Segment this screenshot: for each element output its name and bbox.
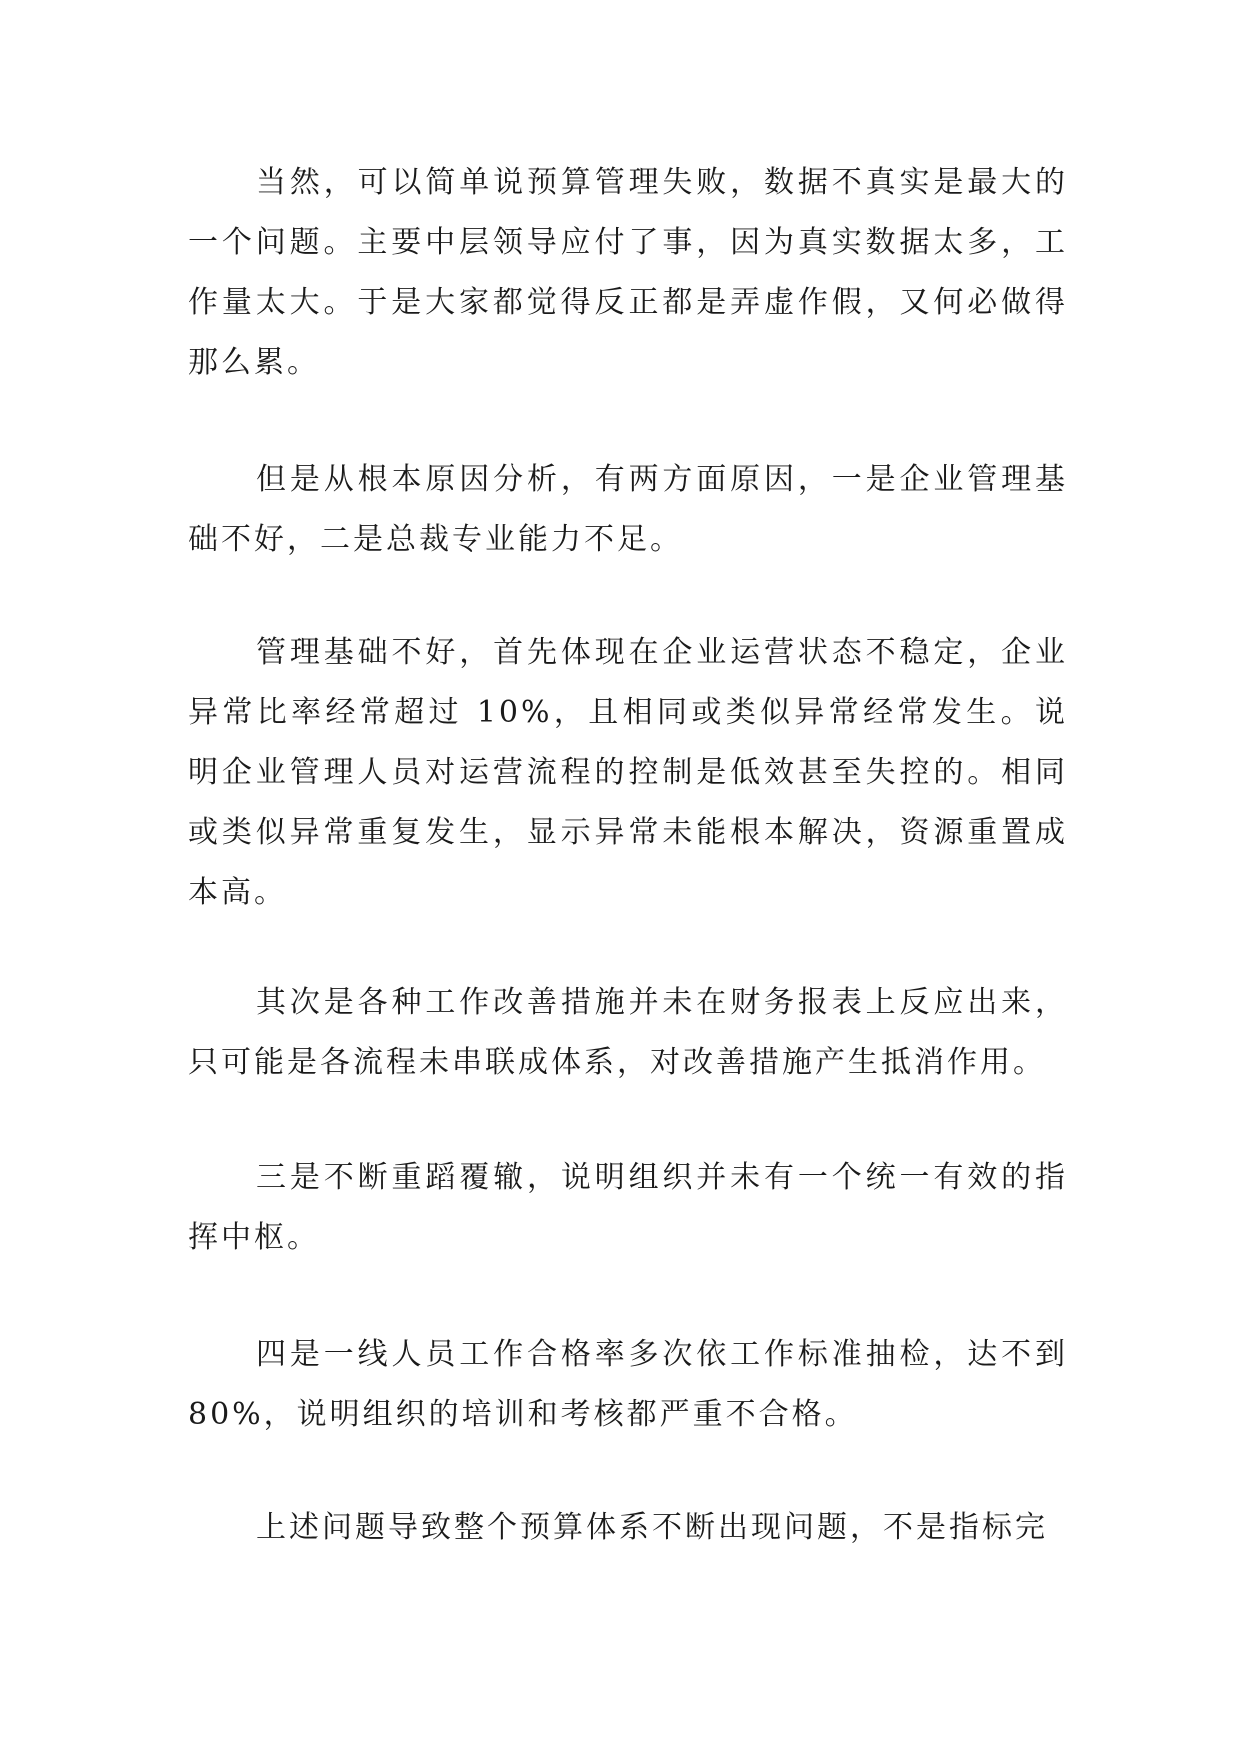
paragraph-root-causes: 但是从根本原因分析，有两方面原因，一是企业管理基础不好，二是总裁专业能力不足。 [188, 462, 1068, 557]
paragraph-budget-failure: 当然，可以简单说预算管理失败，数据不真实是最大的一个问题。主要中层领导应付了事，因为真实数据太多，工作量太大。于是大家都觉得反正都是弄虚作假，又何必做得那么累。 [188, 165, 1068, 380]
paragraph-improvement-measures: 其次是各种工作改善措施并未在财务报表上反应出来，只可能是各流程未串联成体系，对改善措施产生抵消作用。 [188, 985, 1068, 1080]
paragraph-frontline-pass-rate: 四是一线人员工作合格率多次依工作标准抽检，达不到 80%，说明组织的培训和考核都严重不合格。 [188, 1337, 1068, 1432]
paragraph-management-foundation: 管理基础不好，首先体现在企业运营状态不稳定，企业异常比率经常超过 10%，且相同或类似异常经常发生。说明企业管理人员对运营流程的控制是低效甚至失控的。相同或类似异常重复发生，显示异常未能根本解决，资源重置成本高。 [188, 635, 1068, 910]
paragraph-repeated-mistakes: 三是不断重蹈覆辙，说明组织并未有一个统一有效的指挥中枢。 [188, 1160, 1068, 1255]
paragraph-budget-system-issues: 上述问题导致整个预算体系不断出现问题，不是指标完 [256, 1510, 1048, 1545]
